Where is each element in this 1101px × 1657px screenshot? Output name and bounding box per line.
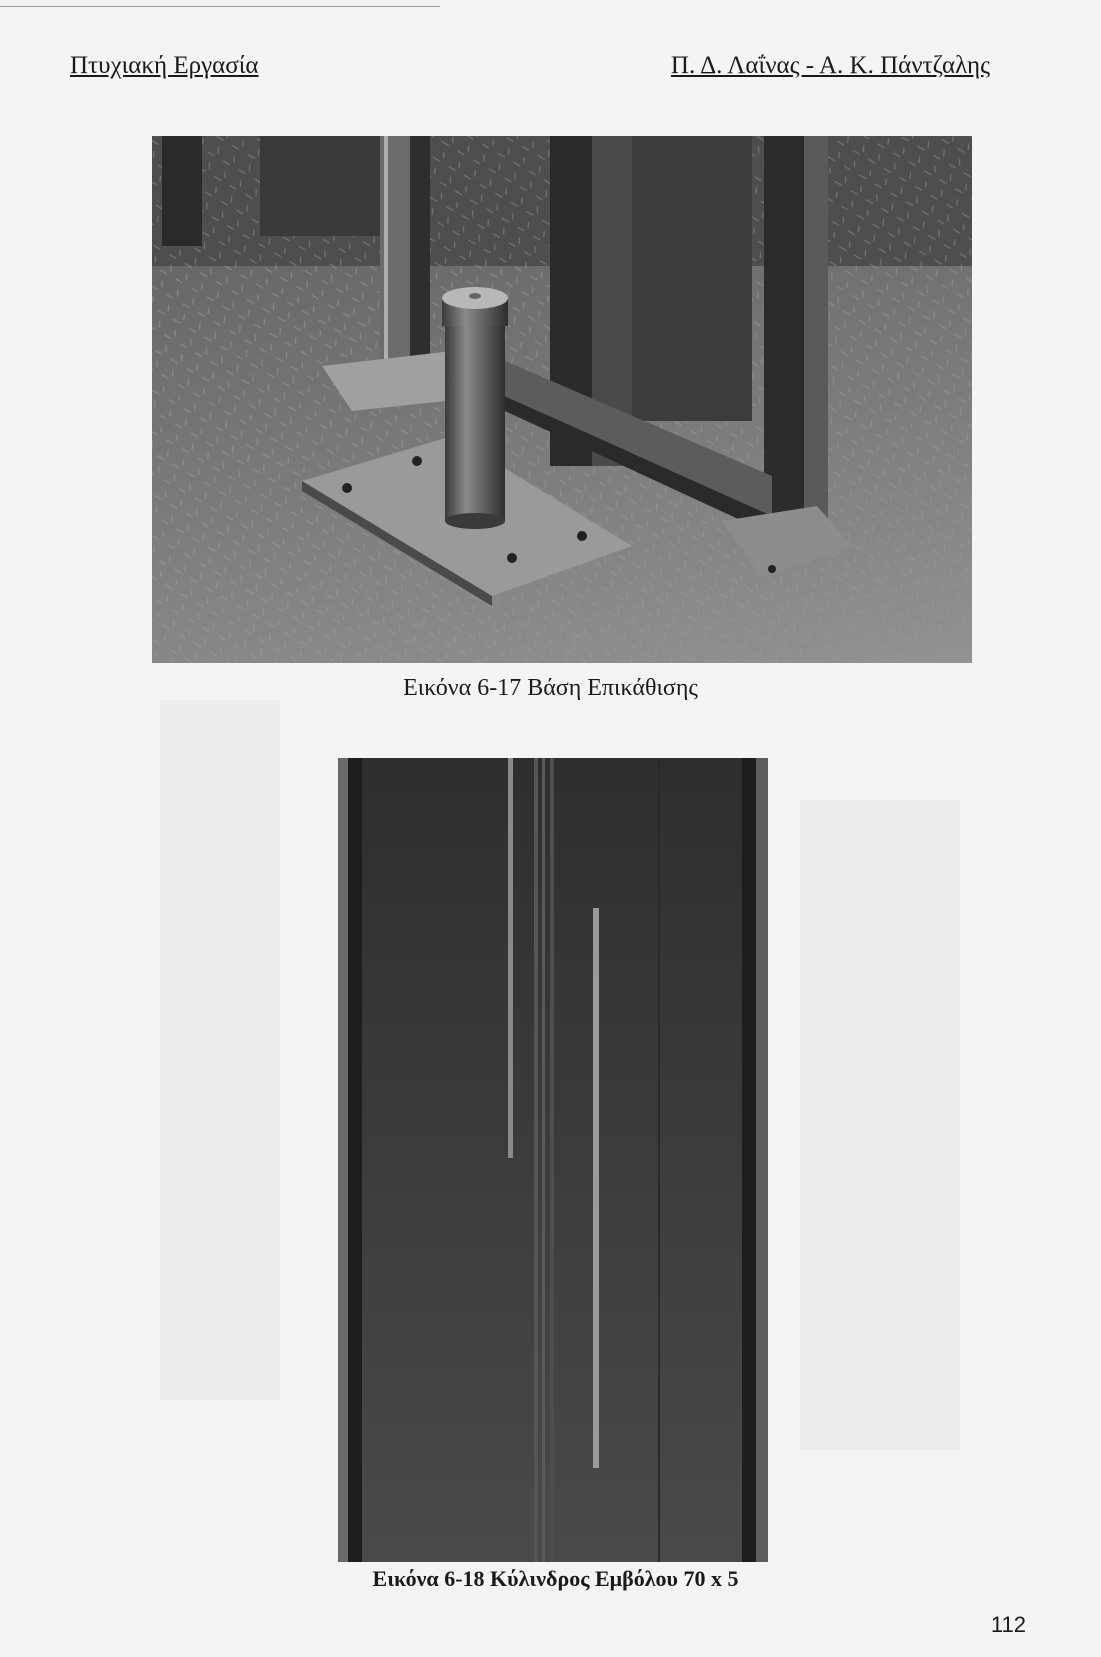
header-title: Πτυχιακή Εργασία <box>70 52 259 79</box>
top-rule <box>0 6 440 7</box>
page-number: 112 <box>990 1612 1026 1637</box>
figure-caption: Εικόνα 6-17 Βάση Επικάθισης <box>403 675 698 701</box>
running-header <box>70 52 990 86</box>
base-rendering-image <box>152 136 972 663</box>
figure-base-rendering <box>152 136 972 663</box>
header-authors: Π. Δ. Λαΐνας - Α. Κ. Πάντζαλης <box>670 52 990 79</box>
bleed-through-shade <box>160 700 280 1400</box>
bleed-through-shade <box>800 800 960 1450</box>
cylinder-rendering-image <box>338 758 768 1562</box>
figure-caption: Εικόνα 6-18 Κύλινδρος Εμβόλου 70 x 5 <box>372 1566 739 1591</box>
figure-cylinder-rendering <box>338 758 768 1562</box>
